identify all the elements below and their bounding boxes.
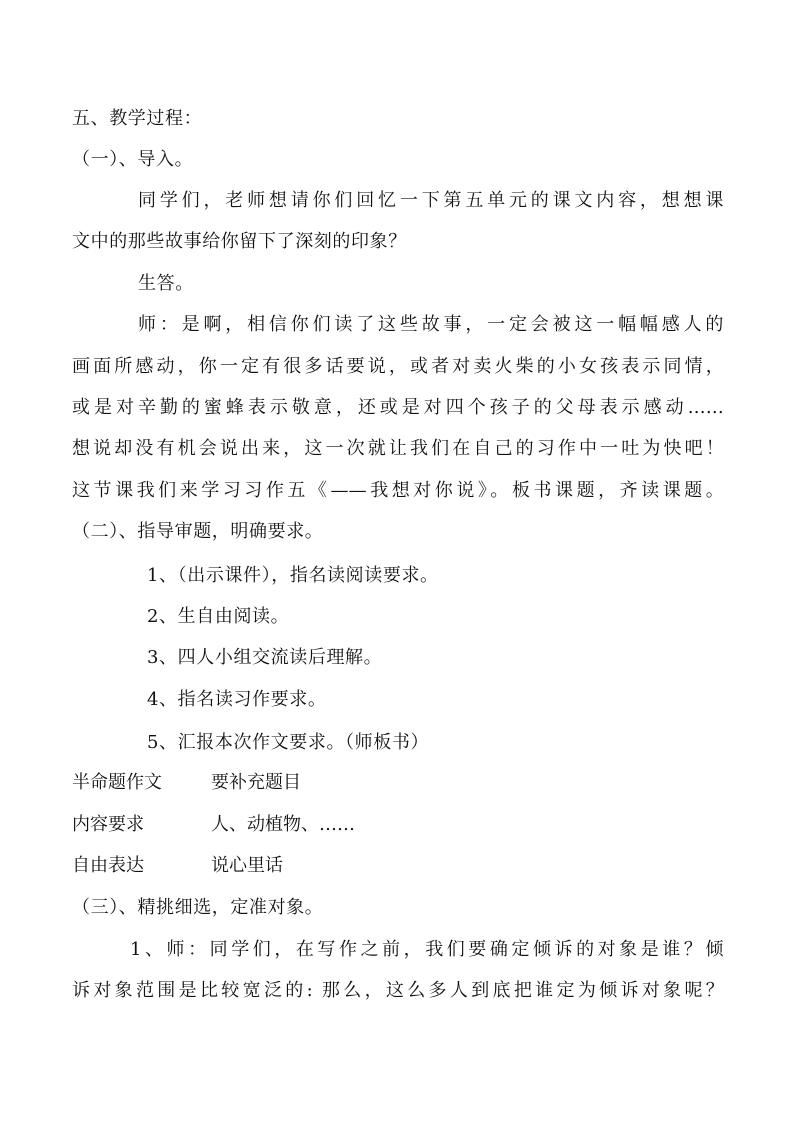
board-key: 自由表达 [72,855,144,876]
section-title: 五、教学过程： [72,108,203,129]
teacher-paragraph-line: 画面所感动，你一定有很多话要说，或者对卖火柴的小女孩表示同情， [72,356,724,377]
step-item: 5、汇报本次作文要求。（师板书） [147,732,430,753]
intro-paragraph-line: 同学们，老师想请你们回忆一下第五单元的课文内容，想想课 [138,190,724,211]
part2-heading: （二）、指导审题，明确要求。 [72,521,324,542]
board-value: 要补充题目 [211,772,301,793]
teacher-paragraph-line: 或是对辛勤的蜜蜂表示敬意，还或是对四个孩子的父母表示感动…… [72,397,724,418]
teacher-paragraph-line: 这节课我们来学习习作五《——我想对你说》。板书课题，齐读课题。 [72,480,724,501]
step-item: 2、生自由阅读。 [147,606,290,627]
part3-heading: （三）、精挑细选，定准对象。 [72,897,324,918]
board-key: 半命题作文 [72,772,162,793]
step-item: 1、（出示课件），指名读阅读要求。 [147,565,439,586]
teacher-paragraph-line: 想说却没有机会说出来，这一次就让我们在自己的习作中一吐为快吧！ [72,438,724,459]
board-value: 说心里话 [211,855,283,876]
part3-paragraph-line: 1、师：同学们，在写作之前，我们要确定倾诉的对象是谁？倾 [130,939,724,960]
student-answer: 生答。 [138,273,194,294]
board-key: 内容要求 [72,814,144,835]
part3-paragraph-line: 诉对象范围是比较宽泛的: 那么，这么多人到底把谁定为倾诉对象呢？ [72,980,724,1001]
intro-paragraph-line: 文中的那些故事给你留下了深刻的印象？ [72,231,407,252]
board-value: 人、动植物、…… [211,814,355,835]
step-item: 4、指名读习作要求。 [147,689,327,710]
teacher-paragraph-line: 师：是啊，相信你们读了这些故事，一定会被这一幅幅感人的 [138,314,724,335]
part1-heading: （一）、导入。 [72,149,194,170]
step-item: 3、四人小组交流读后理解。 [147,647,383,668]
